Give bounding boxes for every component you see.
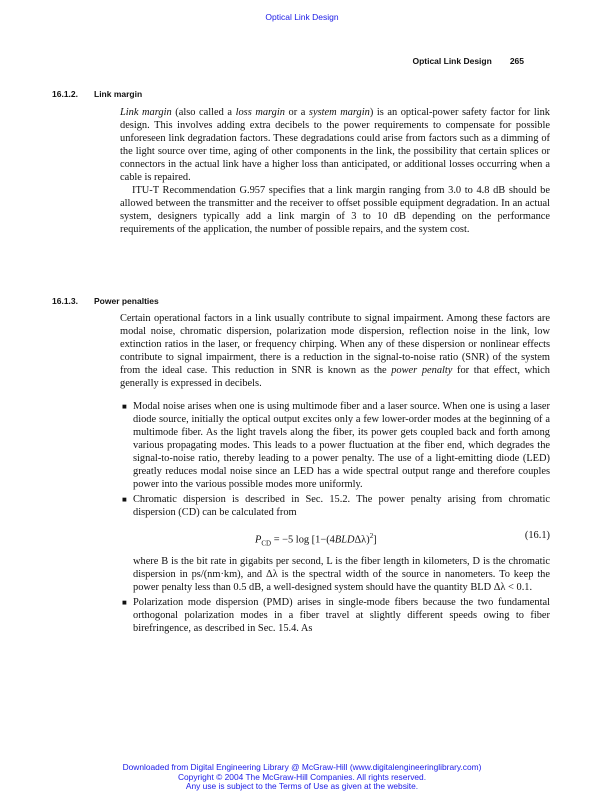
eq-bld: BLD <box>334 534 355 546</box>
running-head <box>412 56 524 66</box>
list-item-text: Chromatic dispersion is described in Sec. 15.2. The power penalty arising from chromatic dispersion (CD) can be calculated from <box>133 494 550 518</box>
term-system-margin: system margin <box>308 107 370 118</box>
text-span: for that effect, which generally is expressed in decibels. <box>120 365 550 389</box>
power-penalties-intro <box>120 312 550 390</box>
section-number: 16.1.2. <box>52 89 78 99</box>
text-span: or a <box>284 107 309 118</box>
top-banner-link[interactable]: Optical Link Design <box>265 12 339 22</box>
term-loss-margin: loss margin <box>235 107 285 118</box>
penalty-list <box>120 400 550 635</box>
list-item-chromatic-dispersion <box>120 493 550 594</box>
section-title: Power penalties <box>94 296 159 306</box>
eq-subscript: CD <box>261 539 272 548</box>
bullet-icon: ■ <box>122 598 127 607</box>
text-span: (also called a <box>171 107 236 118</box>
list-item-pmd <box>120 596 550 635</box>
section-heading-link-margin <box>52 89 142 99</box>
footer-notice <box>0 763 604 792</box>
list-item-text: Modal noise arises when one is using multimode fiber and a laser source. When one is using a laser diode source, initially the optical output excites only a few lower-order modes at the beginning of a multimode fiber. As the light travels along the fiber, its power gets coupled back and forth among various propagating modes. This leads to a power fluctuation at the fiber end, which degrades the signal-to-noise ratio, thereby leading to a power penalty. The use of a light-emitting diode (LED) greatly reduces modal noise since an LED has a wide spectral output range and therefore couples power into the various possible modes more uniformly. <box>133 401 550 490</box>
equation-16-1 <box>133 523 550 549</box>
link-margin-body <box>120 106 550 236</box>
eq-close: ] <box>373 534 377 546</box>
link-margin-paragraph-2: ITU-T Recommendation G.957 specifies that a link margin ranging from 3.0 to 4.8 dB should be allowed between the transmitter and the receiver to offset possible equipment degradation. In an actual system, designers typically add a link margin of 3 to 10 dB depending on the performance requirements of the application, the number of possible repairs, and the system cost. <box>120 185 550 235</box>
eq-superscript: 2 <box>369 532 374 540</box>
equation-explanation: where B is the bit rate in gigabits per second, L is the fiber length in kilometers, D is the chromatic dispersion in ps/(nm·km), and Δλ is the spectral width of the source in nanometers. To keep the power penalty less than 0.5 dB, a well-designed system should have the quantity BLD Δλ < 0.1. <box>133 556 550 593</box>
eq-tail: Δλ) <box>354 534 370 546</box>
footer-copyright: Copyright © 2004 The McGraw-Hill Companies. All rights reserved. <box>177 771 427 782</box>
text-span: ) is an optical-power safety factor for link design. This involves adding extra decibels to the power requirements to compensate for possible unforeseen link degradation factors. These degradations could arise from factors such as a dimming of the light source over time, aging of other components in the link, the possibility that certain splices or connectors in the actual link have a higher loss than anticipated, or additional losses occurring when a cable is repaired. <box>120 107 551 183</box>
power-penalties-body <box>120 312 550 637</box>
section-heading-power-penalties <box>52 296 159 306</box>
list-item-text: Polarization mode dispersion (PMD) arises in single-mode fibers because the two fundamental orthogonal polarization modes in a fiber travel at slightly different speeds owing to fiber birefringence, as described in Sec. 15.4. As <box>133 597 550 634</box>
bullet-icon: ■ <box>122 402 127 411</box>
link-margin-paragraph-1 <box>120 106 550 184</box>
equation-expression <box>255 523 377 557</box>
term-power-penalty: power penalty <box>391 365 453 376</box>
equation-number: (16.1) <box>524 530 550 541</box>
footer-terms-link[interactable]: Any use is subject to the Terms of Use as given at the website. <box>185 781 419 792</box>
list-item-modal-noise <box>120 400 550 491</box>
term-link-margin: Link margin <box>120 107 172 118</box>
eq-rhs: = −5 log [1−(4 <box>271 534 335 546</box>
section-title: Link margin <box>94 89 143 99</box>
footer-download-link[interactable]: Downloaded from Digital Engineering Library @ McGraw-Hill (www.digitalengineeringlibrary.com) <box>122 762 482 772</box>
text-span: Certain operational factors in a link usually contribute to signal impairment. Among these factors are modal noise, chromatic dispersion, polarization mode dispersion, reflection noise in the link, low extinction ratios in the laser, or frequency chirping. When any of these dispersion or nonlinear effects contribute to signal impairment, there is a reduction in the signal-to-noise ratio (SNR) of the system from the ideal case. This reduction in SNR is known as the <box>120 313 550 376</box>
page-number: 265 <box>509 56 524 66</box>
running-head-title: Optical Link Design <box>412 56 492 66</box>
section-number: 16.1.3. <box>52 296 78 306</box>
eq-lhs: P <box>255 534 262 546</box>
bullet-icon: ■ <box>122 495 127 504</box>
